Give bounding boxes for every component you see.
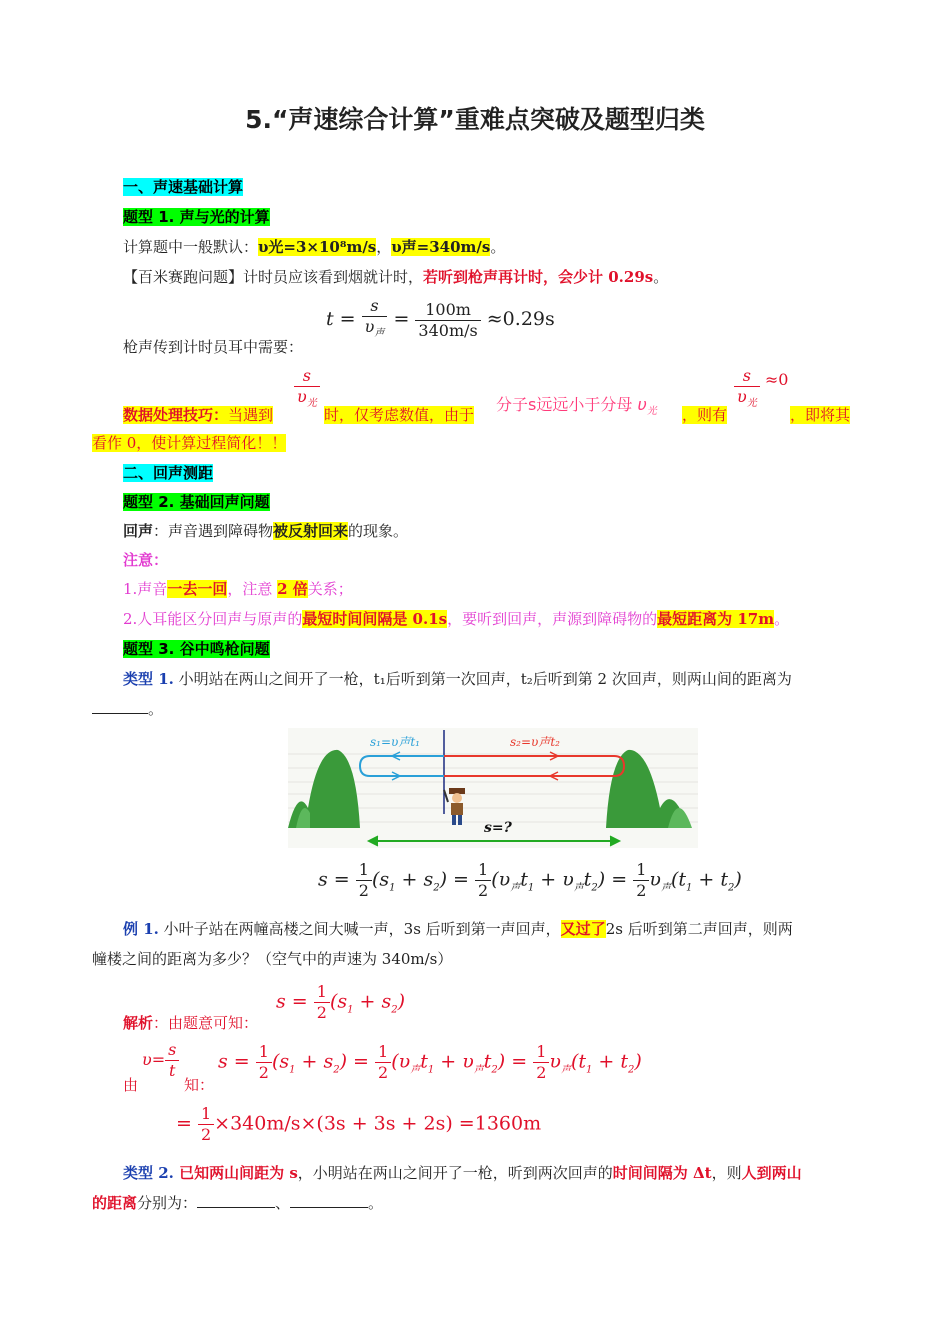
s-over-v-light-approx: $\frac{s}{\upsilon_光}$ ≈0 — [734, 366, 788, 414]
section-heading-echo: 二、回声测距 — [123, 464, 214, 482]
solution-result: = $\frac{1}{2}$ ×340m/s×(3s + 3s + 2s) =1360m — [176, 1104, 542, 1144]
solution-formula-1: s = $\frac{1}{2}$ $(s_1 + s_2)$ — [276, 982, 406, 1022]
tip-line: 数据处理技巧：当遇到 — [123, 406, 274, 424]
gun-sound-text: 枪声传到计时员耳中需要： — [123, 338, 304, 356]
kind2-line2: 的距离分别为： 、 。 — [92, 1194, 384, 1212]
v-equals-s-over-t: υ= $\frac{s}{t}$ — [142, 1040, 179, 1081]
type3-heading: 题型 3. 谷中鸣枪问题 — [123, 640, 270, 658]
answer-blank-1[interactable] — [197, 1193, 275, 1208]
answer-blank[interactable] — [92, 699, 148, 714]
kind2-line1: 类型 2. 已知两山间距为 s，小明站在两山之间开了一枪，听到两次回声的时间间隔为 Δt，则人到两山 — [123, 1164, 802, 1182]
general-distance-formula: s = $\frac{1}{2}$ $(s_1 + s_2)$ = $\frac{1}{2}$ $(\upsilon_声t_1 + \upsilon_声t_2)$ = $\frac{1}{2}$ $\upsilon_声(t_1 + t_2)$ — [318, 860, 742, 900]
kind1-blank-line: 。 — [92, 698, 163, 720]
tip-line-2: 看作 0，使计算过程简化！！ — [92, 434, 287, 452]
default-values-line: 计算题中一般默认：υ光=3×10⁸m/s，υ声=340m/s。 — [123, 238, 506, 256]
solution-intro: 解析：由题意可知： — [123, 1014, 259, 1032]
tip-line-d: ，即将其 — [790, 406, 851, 424]
tip-line-c: ，则有 — [682, 406, 728, 424]
s-over-v-light-fraction: $\frac{s}{\upsilon_光}$ — [294, 366, 320, 414]
race-problem-line: 【百米赛跑问题】计时员应该看到烟就计时，若听到枪声再计时，会少计 0.29s。 — [123, 268, 669, 286]
tip-line-mid: 时，仅考虑数值，由于 — [324, 406, 475, 424]
handwritten-note: 分子s远远小于分母 $\upsilon_光$ — [496, 395, 657, 418]
page-title: 5.“声速综合计算”重难点突破及题型归类 — [245, 105, 705, 134]
echo-definition: 回声：声音遇到障碍物被反射回来的现象。 — [123, 522, 409, 540]
solution-by: 由 — [123, 1076, 139, 1094]
s-unknown-label: s=? — [484, 820, 512, 836]
kind1-line: 类型 1. 小明站在两山之间开了一枪，t₁后听到第一次回声，t₂后听到第 2 次回声，则两山间的距离为 — [123, 670, 792, 688]
note-1: 1.声音一去一回，注意 2 倍关系； — [123, 580, 353, 598]
note-label: 注意： — [123, 551, 169, 569]
note-2: 2.人耳能区分回声与原声的最短时间间隔是 0.1s，要听到回声，声源到障碍物的最短距离为 17m。 — [123, 610, 790, 628]
solution-formula-2: s = $\frac{1}{2}$ $(s_1 + s_2)$ = $\frac{1}{2}$ $(\upsilon_声t_1 + \upsilon_声t_2)$ = $\frac{1}{2}$ $\upsilon_声(t_1 + t_2)$ — [218, 1042, 642, 1082]
answer-blank-2[interactable] — [290, 1193, 368, 1208]
section-heading-basic: 一、声速基础计算 — [123, 178, 244, 196]
s1-label: s₁=υ声t₁ — [370, 735, 420, 749]
example1-line1: 例 1. 小叶子站在两幢高楼之间大喊一声，3s 后听到第一声回声，又过了2s 后听到第二声回声，则两 — [123, 920, 793, 938]
echo-diagram — [288, 728, 698, 848]
s2-label: s₂=υ声t₂ — [510, 735, 560, 749]
example1-line2: 幢楼之间的距离为多少？（空气中的声速为 340m/s） — [92, 950, 453, 968]
time-formula: t = $\frac{s}{\upsilon_声}$ = $\frac{100m}{340m/s}$ ≈0.29s — [326, 296, 555, 340]
type1-heading: 题型 1. 声与光的计算 — [123, 208, 270, 226]
solution-know: 知： — [184, 1076, 215, 1094]
type2-heading: 题型 2. 基础回声问题 — [123, 493, 270, 511]
